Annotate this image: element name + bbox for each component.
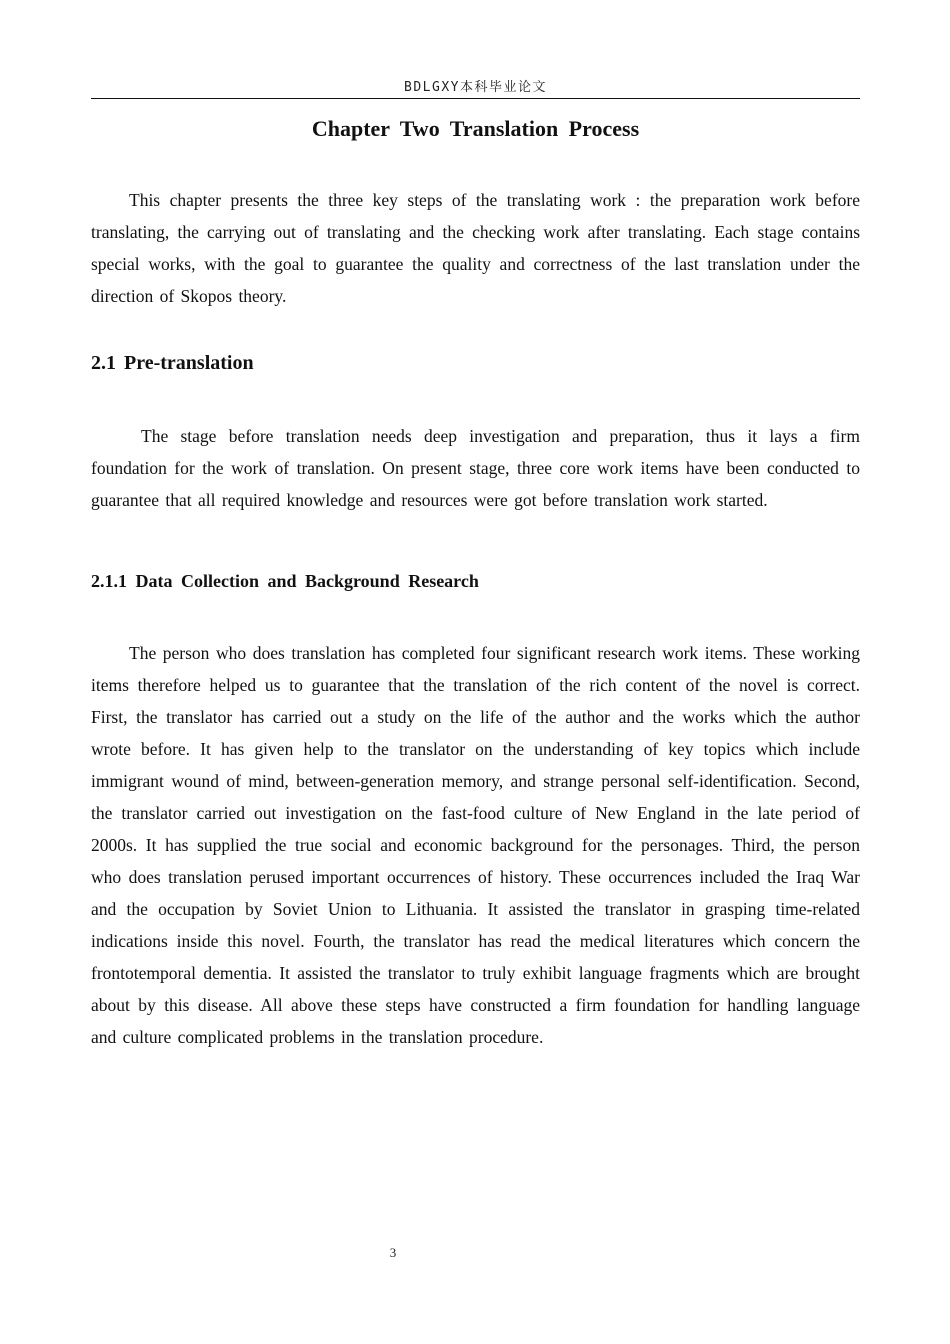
- section-heading-2-1: 2.1 Pre-translation: [91, 352, 254, 374]
- intro-paragraph: This chapter presents the three key steps of the translating work : the preparation work before translating, the carrying out of translating and the checking work after translating. Each stage contains special works, with the goal to guarantee the quality and correctness of the last translation under the direction of Skopos theory.: [91, 190, 860, 306]
- running-header: BDLGXY本科毕业论文: [404, 80, 547, 95]
- pre-translation-paragraph: The stage before translation needs deep investigation and preparation, thus it lays a firm foundation for the work of translation. On present stage, three core work items have been conducted to guarantee that all required knowledge and resources were got before translation work started.: [91, 426, 860, 510]
- data-collection-paragraph: The person who does translation has completed four significant research work items. These working items therefore helped us to guarantee that the translation of the rich content of the novel is correct. First, the translator has carried out a study on the life of the author and the works which the author wrote before. It has given help to the translator on the understanding of key topics which include immigrant wound of mind, between-generation memory, and strange personal self-identification. Second, the translator carried out investigation on the fast-food culture of New England in the late period of 2000s. It has supplied the true social and economic background for the personages. Third, the person who does translation perused important occurrences of history. These occurrences included the Iraq War and the occupation by Soviet Union to Lithuania. It assisted the translator in grasping time-related indications inside this novel. Fourth, the translator has read the medical literatures which concern the frontotemporal dementia. It assisted the translator to truly exhibit language fragments which are brought about by this disease. All above these steps have constructed a firm foundation for handling language and culture complicated problems in the translation procedure.: [91, 643, 860, 1047]
- header-rule: [91, 98, 860, 99]
- chapter-title: Chapter Two Translation Process: [311, 116, 640, 141]
- subsection-heading-2-1-1: 2.1.1 Data Collection and Background Research: [91, 571, 479, 591]
- page-number: 3: [389, 1245, 397, 1260]
